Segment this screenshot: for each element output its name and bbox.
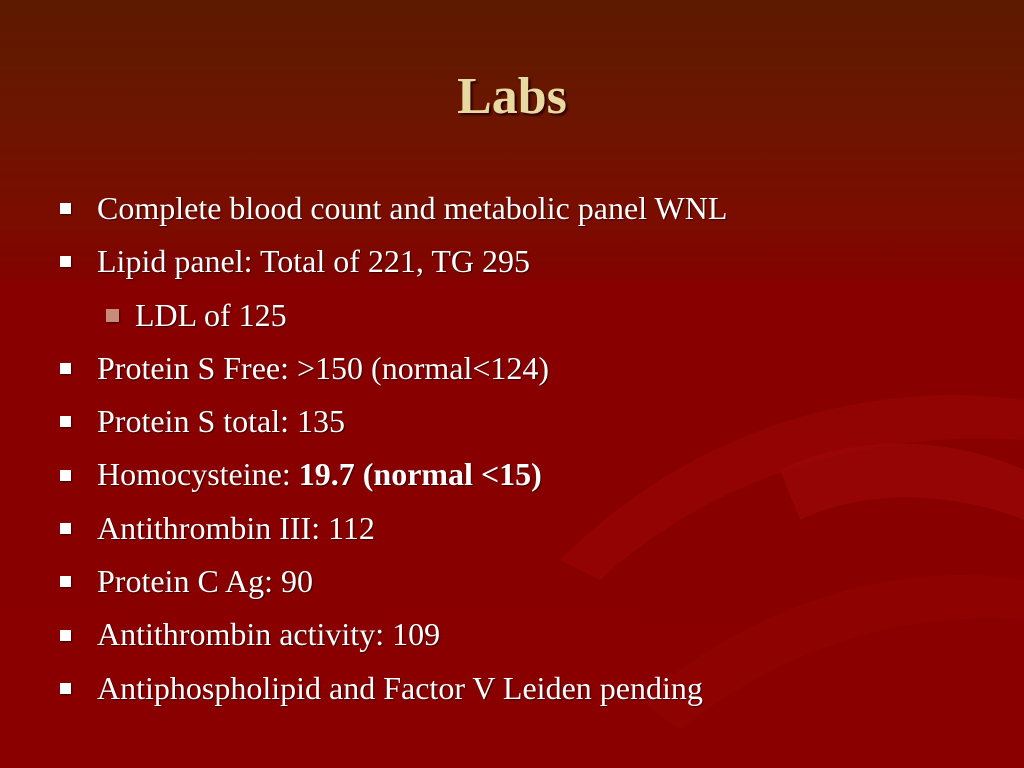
square-bullet-icon: [60, 576, 71, 587]
square-bullet-icon: [60, 363, 71, 374]
square-bullet-icon: [60, 256, 71, 267]
list-item: [60, 235, 1000, 288]
bullet-text: Antithrombin III: 112: [97, 509, 375, 546]
list-item: [60, 608, 1000, 661]
list-item: [60, 555, 1000, 608]
list-item: [60, 448, 1000, 501]
bullet-list: [60, 182, 1000, 715]
square-sub-bullet-icon: [106, 309, 119, 322]
square-bullet-icon: [60, 523, 71, 534]
square-bullet-icon: [60, 470, 71, 481]
bullet-text: Protein C Ag: 90: [97, 563, 314, 600]
list-item: [60, 395, 1000, 448]
bullet-text: LDL of 125: [135, 296, 287, 333]
bullet-text: Antiphospholipid and Factor V Leiden pending: [97, 669, 703, 706]
list-item: [60, 182, 1000, 235]
bullet-text: Complete blood count and metabolic panel WNL: [97, 190, 728, 226]
square-bullet-icon: [60, 416, 71, 427]
square-bullet-icon: [60, 683, 71, 694]
slide-title: Labs: [457, 68, 567, 125]
list-item: [60, 342, 1000, 395]
list-item: [60, 502, 1000, 555]
square-bullet-icon: [60, 203, 71, 214]
bullet-text: Homocysteine:: [97, 456, 299, 493]
bullet-text: Protein S Free: >150 (normal<124): [97, 349, 550, 386]
bullet-bold-value: 19.7 (normal <15): [298, 456, 542, 493]
sub-list-item: [60, 289, 1000, 342]
bullet-text: Lipid panel: Total of 221, TG 295: [97, 243, 530, 280]
bullet-text: Protein S total: 135: [97, 403, 345, 440]
list-item: [60, 662, 1000, 715]
bullet-text: Antithrombin activity: 109: [97, 616, 441, 653]
square-bullet-icon: [60, 630, 71, 641]
